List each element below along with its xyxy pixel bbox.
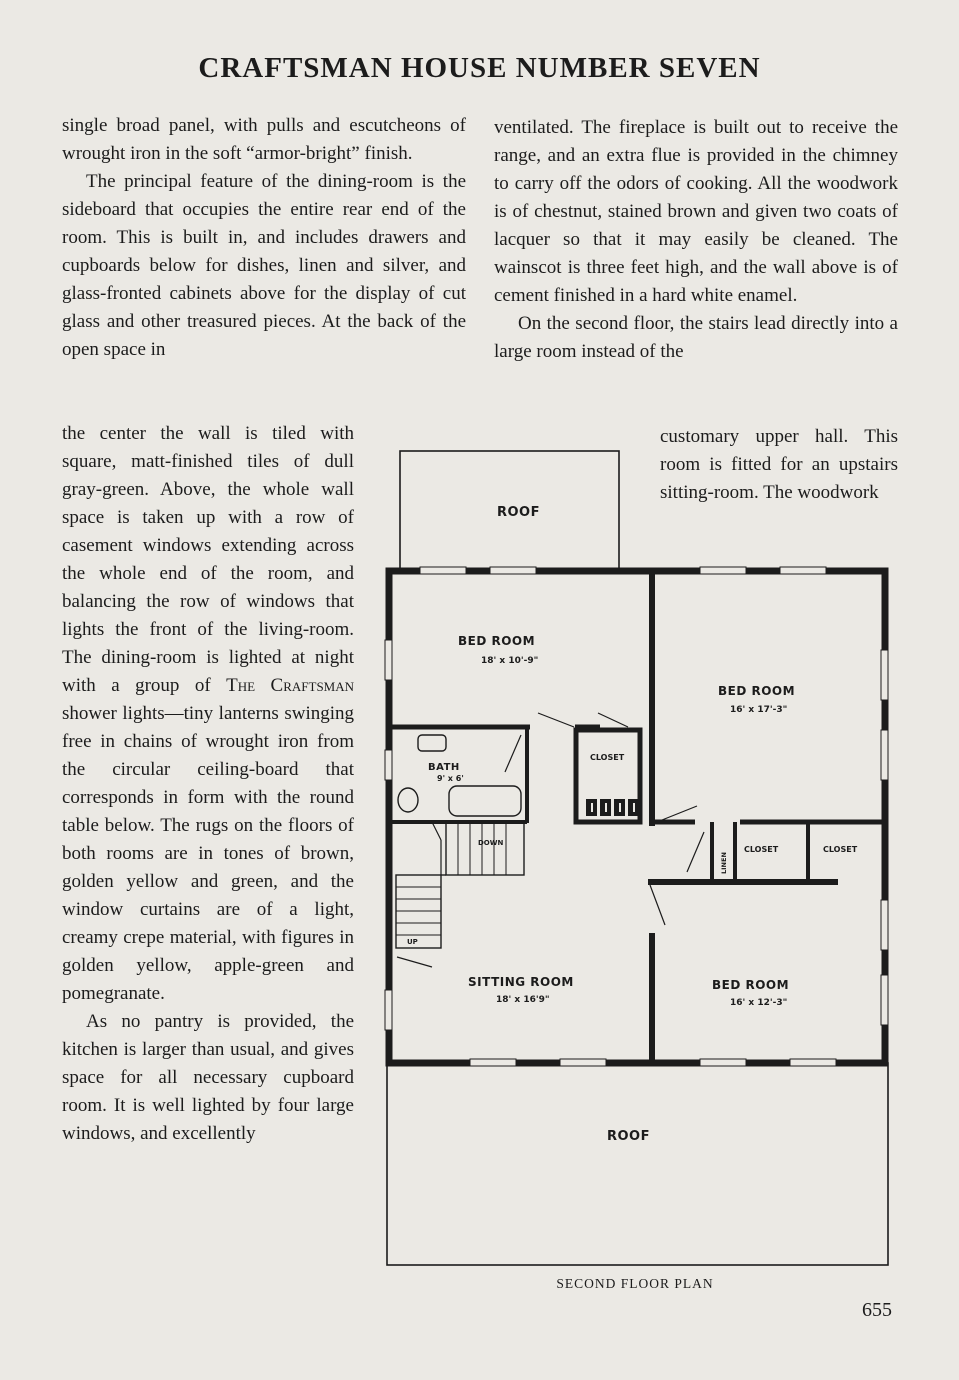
- paragraph: single broad panel, with pulls and escutcheons of wrought iron in the soft “armor-bright” finish.: [62, 115, 466, 164]
- closet-right-label: CLOSET: [823, 845, 858, 854]
- right-column-top: [494, 114, 898, 366]
- plan-caption: SECOND FLOOR PLAN: [556, 1276, 714, 1291]
- stair-down-label: DOWN: [478, 839, 504, 847]
- roof-bottom-label: ROOF: [607, 1129, 650, 1144]
- stair-up-label: UP: [407, 938, 418, 946]
- second-floor-plan: [380, 445, 890, 1275]
- roof-top-label: ROOF: [497, 505, 540, 520]
- left-column-top: [62, 112, 466, 364]
- paragraph: As no pantry is provided, the kitchen is larger than usual, and gives space for all necessary cupboard room. It is well lighted by four large windows, and excellently: [62, 1011, 354, 1144]
- sitting-room-dims: 18' x 16'9": [496, 995, 550, 1005]
- sitting-room-label: SITTING ROOM: [468, 975, 574, 989]
- paragraph: customary upper hall. This room is fitted for an upstairs sitting-room. The woodwork: [660, 426, 898, 503]
- text-run: the center the wall is tiled with square, matt-finished tiles of dull gray-green. Above, the whole wall space is taken up with a row of casement windows extending across the whole end of the room, and balancing the row of windows that lights the front of the living-room. The dining-room is lighted at night with a group of: [62, 423, 354, 696]
- bedroom-nw-label: BED ROOM: [458, 634, 536, 648]
- linen-label: LINEN: [720, 852, 728, 874]
- paragraph: ventilated. The fireplace is built out to receive the range, and an extra flue is provided in the chimney to carry off the odors of cooking. All the woodwork is of chestnut, stained brown and given two coats of lacquer so that it may easily be cleaned. The wainscot is three feet high, and the wall above is of cement finished in a hard white enamel.: [494, 117, 898, 306]
- craftsman-small-caps: The Craftsman: [226, 675, 355, 696]
- left-column-narrow: [62, 420, 354, 1148]
- bedroom-ne-label: BED ROOM: [718, 684, 796, 698]
- bath-label: BATH: [428, 762, 460, 773]
- bedroom-nw-dims: 18' x 10'-9": [481, 656, 539, 666]
- bedroom-ne-dims: 16' x 17'-3": [730, 705, 788, 715]
- bath-dims: 9' x 6': [437, 774, 464, 783]
- paragraph: [62, 420, 354, 1008]
- closet-center-label: CLOSET: [590, 753, 625, 762]
- closet-mid-label: CLOSET: [744, 845, 779, 854]
- roof-bottom-outline: [387, 1063, 888, 1265]
- bedroom-se-dims: 16' x 12'-3": [730, 998, 788, 1008]
- page-number: 655: [862, 1299, 892, 1321]
- bedroom-se-label: BED ROOM: [712, 978, 790, 992]
- paragraph: On the second floor, the stairs lead directly into a large room instead of the: [494, 313, 898, 362]
- paragraph: The principal feature of the dining-room is the sideboard that occupies the entire rear end of the room. This is built in, and includes drawers and cupboards below for dishes, linen and silver, and glass-fronted cabinets above for the display of cut glass and other treasured pieces. At the back of the open space in: [62, 171, 466, 360]
- text-run: shower lights—tiny lanterns swinging free in chains of wrought iron from the circular ceiling-board that corresponds in form with the round table below. The rugs on the floors of both rooms are in tones of brown, golden yellow and green, and the window curtains are of a light, creamy crepe material, with figures in golden yellow, apple-green and pomegranate.: [62, 703, 354, 1004]
- page-title: CRAFTSMAN HOUSE NUMBER SEVEN: [198, 52, 761, 84]
